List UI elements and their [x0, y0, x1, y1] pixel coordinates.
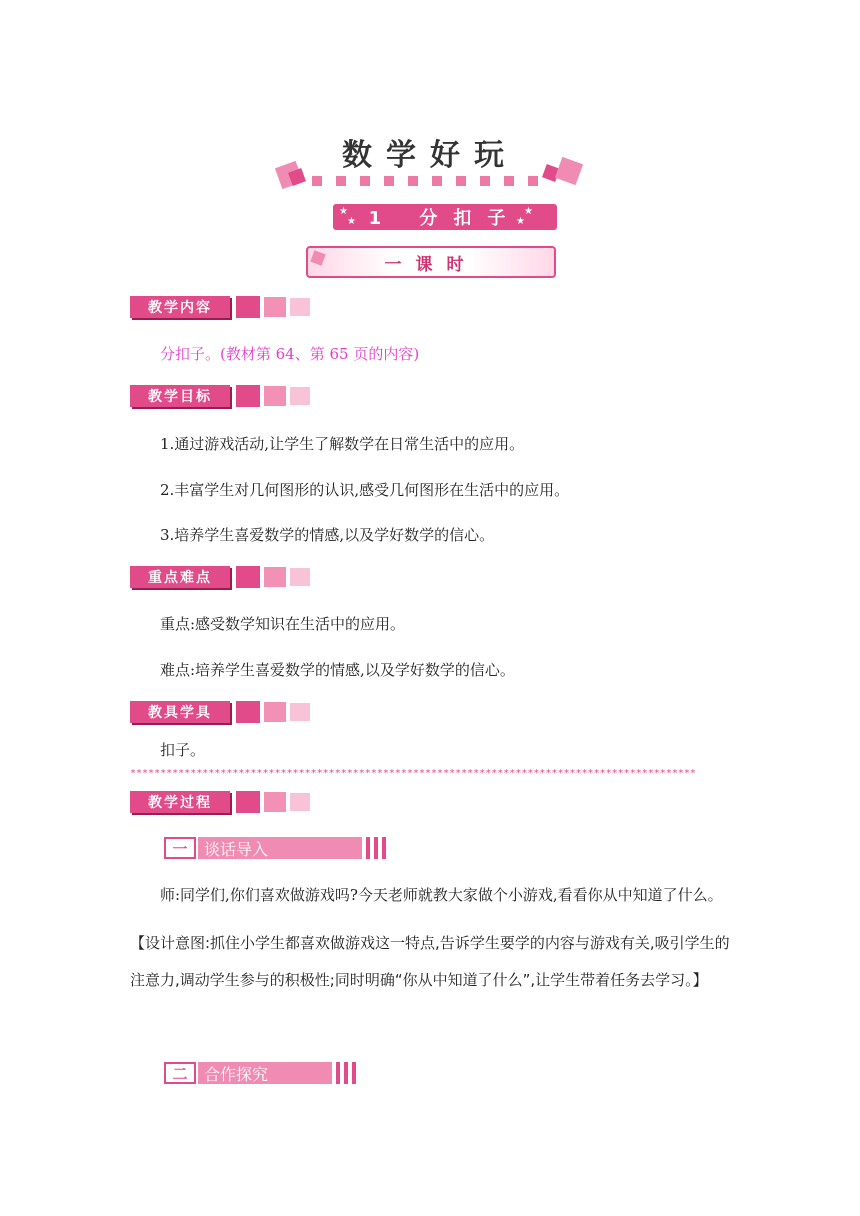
- section-label: 教学过程: [130, 791, 230, 813]
- section-label: 教学内容: [130, 296, 230, 318]
- goal-item: 2.丰富学生对几何图形的认识,感受几何图形在生活中的应用。: [160, 481, 570, 499]
- step-header-2: [164, 1062, 360, 1084]
- step-title: 合作探究: [198, 1062, 332, 1084]
- step-title: 谈话导入: [198, 837, 362, 859]
- design-note: 【设计意图:抓住小学生都喜欢做游戏这一特点,告诉学生要学的内容与游戏有关,吸引学生的注意力,调动学生参与的积极性;同时明确“你从中知道了什么”,让学生带着任务去学习。】: [130, 934, 730, 989]
- unit-title: 1 分扣子: [368, 208, 522, 229]
- goal-item: 1.通过游戏活动,让学生了解数学在日常生活中的应用。: [160, 435, 525, 453]
- section-label: 教具学具: [130, 701, 230, 723]
- section-label: 重点难点: [130, 566, 230, 588]
- star-divider: **********************************************************************************************: [130, 768, 696, 779]
- section-header-tools: [130, 700, 310, 724]
- unit-title-banner: ★ ★ 1 分扣子 ★ ★: [333, 204, 557, 230]
- dialogue-text: 师:同学们,你们喜欢做游戏吗?今天老师就教大家做个小游戏,看看你从中知道了什么。: [160, 886, 723, 904]
- goal-item: 3.培养学生喜爱数学的情感,以及学好数学的信心。: [160, 526, 495, 544]
- lesson-count-box: [306, 246, 556, 278]
- step-number: 二: [164, 1062, 196, 1084]
- tools-text: 扣子。: [160, 741, 206, 759]
- key-point: 重点:感受数学知识在生活中的应用。: [160, 615, 406, 633]
- section-label: 教学目标: [130, 385, 230, 407]
- content-text: 分扣子。(教材第 64、第 65 页的内容): [160, 345, 420, 363]
- lesson-count: 一课时: [384, 254, 478, 275]
- difficult-point: 难点:培养学生喜爱数学的情感,以及学好数学的信心。: [160, 661, 515, 679]
- section-header-keypoints: [130, 565, 310, 589]
- section-header-content: [130, 295, 310, 319]
- section-header-goals: [130, 384, 310, 408]
- title-decoration: [278, 160, 586, 196]
- step-header-1: [164, 837, 390, 859]
- section-header-process: [130, 790, 310, 814]
- page-title: 数学好玩: [342, 138, 518, 173]
- step-number: 一: [164, 837, 196, 859]
